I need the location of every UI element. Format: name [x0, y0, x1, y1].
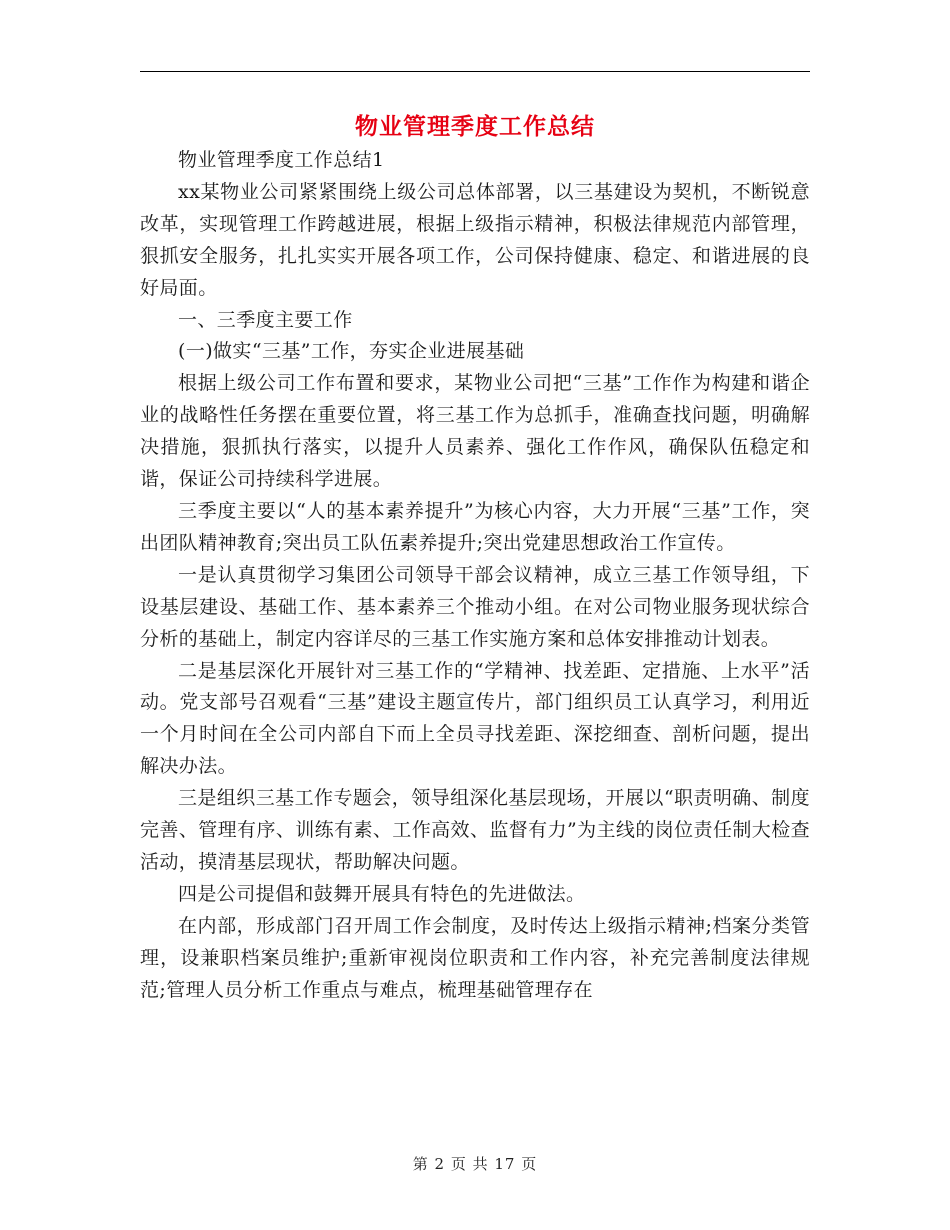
body-paragraph: 四是公司提倡和鼓舞开展具有特色的先进做法。 — [178, 882, 586, 905]
subsection-heading: (一)做实“三基”工作，夯实企业进展基础 — [178, 340, 525, 363]
header-rule — [140, 71, 810, 72]
section-heading: 一、三季度主要工作 — [178, 308, 353, 331]
body-paragraph: 根据上级公司工作布置和要求，某物业公司把“三基”工作作为构建和谐企业的战略性任务摆在重要位置，将三基工作为总抓手，准确查找问题，明确解决措施，狠抓执行落实，以提升人员素养、强化工作作风，确保队伍稳定和谐，保证公司持续科学进展。 — [140, 372, 810, 491]
body-paragraph: 三是组织三基工作专题会，领导组深化基层现场，开展以“职责明确、制度完善、管理有序、训练有素、工作高效、监督有力”为主线的岗位责任制大检查活动，摸清基层现状，帮助解决问题。 — [140, 787, 810, 873]
document-body — [140, 145, 810, 1006]
page-number: 第 2 页 共 17 页 — [412, 1155, 538, 1173]
body-paragraph: 三季度主要以“人的基本素养提升”为核心内容，大力开展“三基”工作，突出团队精神教育;突出员工队伍素养提升;突出党建思想政治工作宣传。 — [140, 499, 810, 554]
section-heading: 物业管理季度工作总结1 — [178, 149, 385, 171]
body-paragraph: 在内部，形成部门召开周工作会制度，及时传达上级指示精神;档案分类管理，设兼职档案员维护;重新审视岗位职责和工作内容，补充完善制度法律规范;管理人员分析工作重点与难点，梳理基础管理存在 — [140, 914, 810, 1001]
body-paragraph: 二是基层深化开展针对三基工作的“学精神、找差距、定措施、上水平”活动。党支部号召观看“三基”建设主题宣传片，部门组织员工认真学习，利用近一个月时间在全公司内部自下而上全员寻找差距、深挖细查、剖析问题，提出解决办法。 — [140, 659, 810, 778]
document-title: 物业管理季度工作总结 — [355, 114, 595, 140]
body-paragraph: xx某物业公司紧紧围绕上级公司总体部署，以三基建设为契机，不断锐意改革，实现管理工作跨越进展，根据上级指示精神，积极法律规范内部管理，狠抓安全服务，扎扎实实开展各项工作，公司保持健康、稳定、和谐进展的良好局面。 — [140, 180, 810, 299]
body-paragraph: 一是认真贯彻学习集团公司领导干部会议精神，成立三基工作领导组，下设基层建设、基础工作、基本素养三个推动小组。在对公司物业服务现状综合分析的基础上，制定内容详尽的三基工作实施方案和总体安排推动计划表。 — [140, 563, 810, 650]
